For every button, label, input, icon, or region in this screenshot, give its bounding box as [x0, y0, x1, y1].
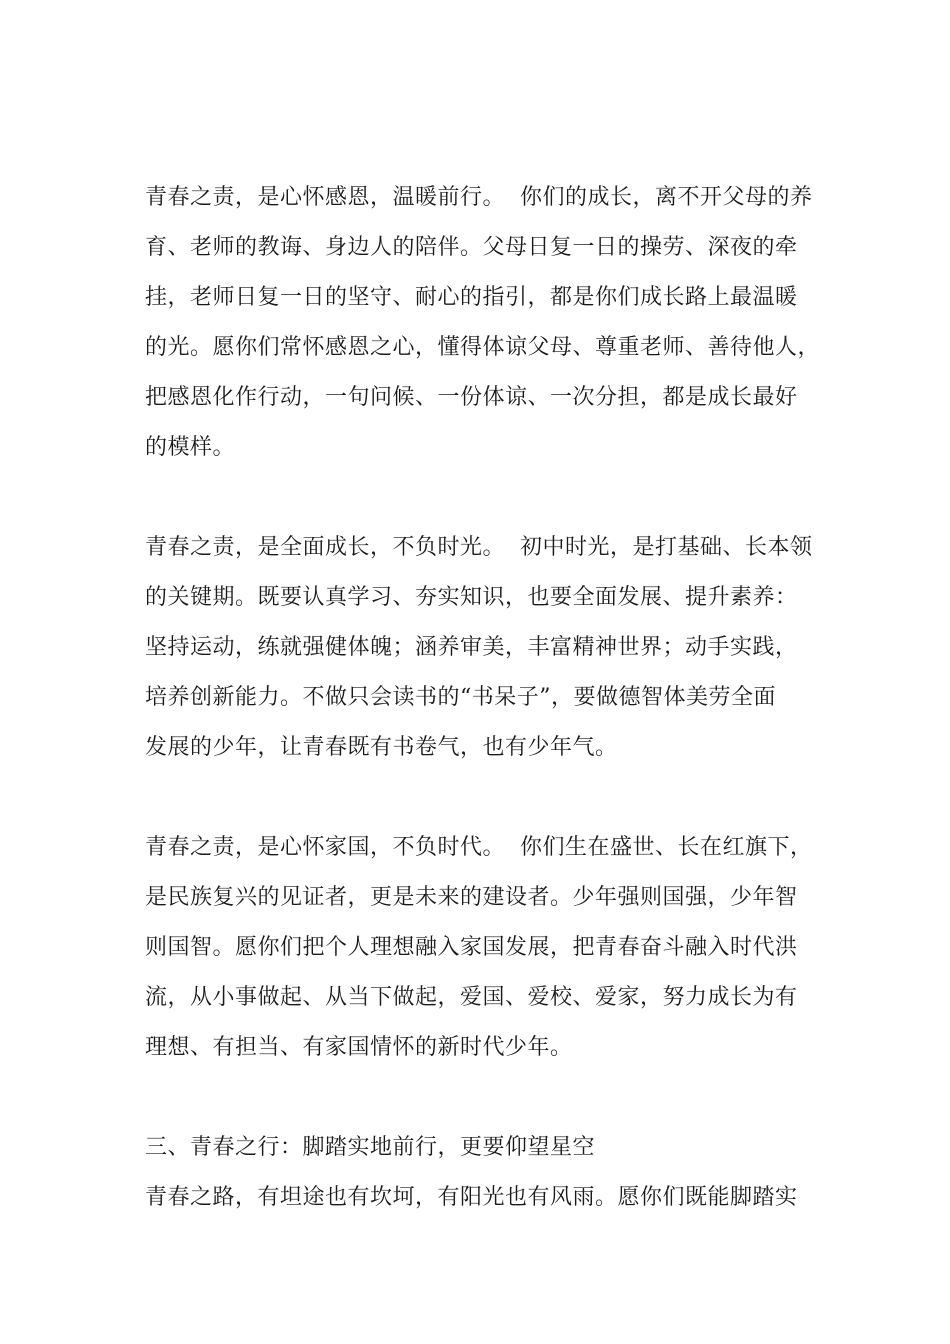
section-heading: 三、青春之行：脚踏实地前行，更要仰望星空 — [145, 1135, 596, 1160]
paragraph-2-line-4: 培养创新能力。不做只会读书的“书呆子”，要做德智体美劳全面 — [145, 685, 776, 710]
paragraph-1-line-1: 青春之责，是心怀感恩，温暖前行。 你们的成长，离不开父母的养 — [145, 185, 813, 210]
paragraph-3-line-1: 青春之责，是心怀家国，不负时代。 你们生在盛世、长在红旗下， — [145, 835, 813, 860]
paragraph-3-line-4: 流，从小事做起、从当下做起，爱国、爱校、爱家，努力成长为有 — [145, 985, 798, 1010]
paragraph-2-line-3: 坚持运动，练就强健体魄；涵养审美，丰富精神世界；动手实践， — [145, 635, 798, 660]
paragraph-3-line-2: 是民族复兴的见证者，更是未来的建设者。少年强则国强，少年智 — [145, 885, 798, 910]
paragraph-1-line-5: 把感恩化作行动，一句问候、一份体谅、一次分担，都是成长最好 — [145, 385, 798, 410]
paragraph-3-line-3: 则国智。愿你们把个人理想融入家国发展，把青春奋斗融入时代洪 — [145, 935, 798, 960]
paragraph-4-line-1: 青春之路，有坦途也有坎坷，有阳光也有风雨。愿你们既能脚踏实 — [145, 1185, 798, 1210]
paragraph-2-line-2: 的关键期。既要认真学习、夯实知识，也要全面发展、提升素养： — [145, 585, 798, 610]
paragraph-1-line-2: 育、老师的教诲、身边人的陪伴。父母日复一日的操劳、深夜的牵 — [145, 235, 798, 260]
paragraph-2-line-5: 发展的少年，让青春既有书卷气，也有少年气。 — [145, 735, 618, 760]
paragraph-3-line-5: 理想、有担当、有家国情怀的新时代少年。 — [145, 1035, 573, 1060]
paragraph-1-line-6: 的模样。 — [145, 435, 236, 460]
paragraph-1-line-4: 的光。愿你们常怀感恩之心，懂得体谅父母、尊重老师、善待他人， — [145, 335, 821, 360]
paragraph-2-line-1: 青春之责，是全面成长，不负时光。 初中时光，是打基础、长本领 — [145, 535, 813, 560]
paragraph-1-line-3: 挂，老师日复一日的坚守、耐心的指引，都是你们成长路上最温暖 — [145, 285, 798, 310]
